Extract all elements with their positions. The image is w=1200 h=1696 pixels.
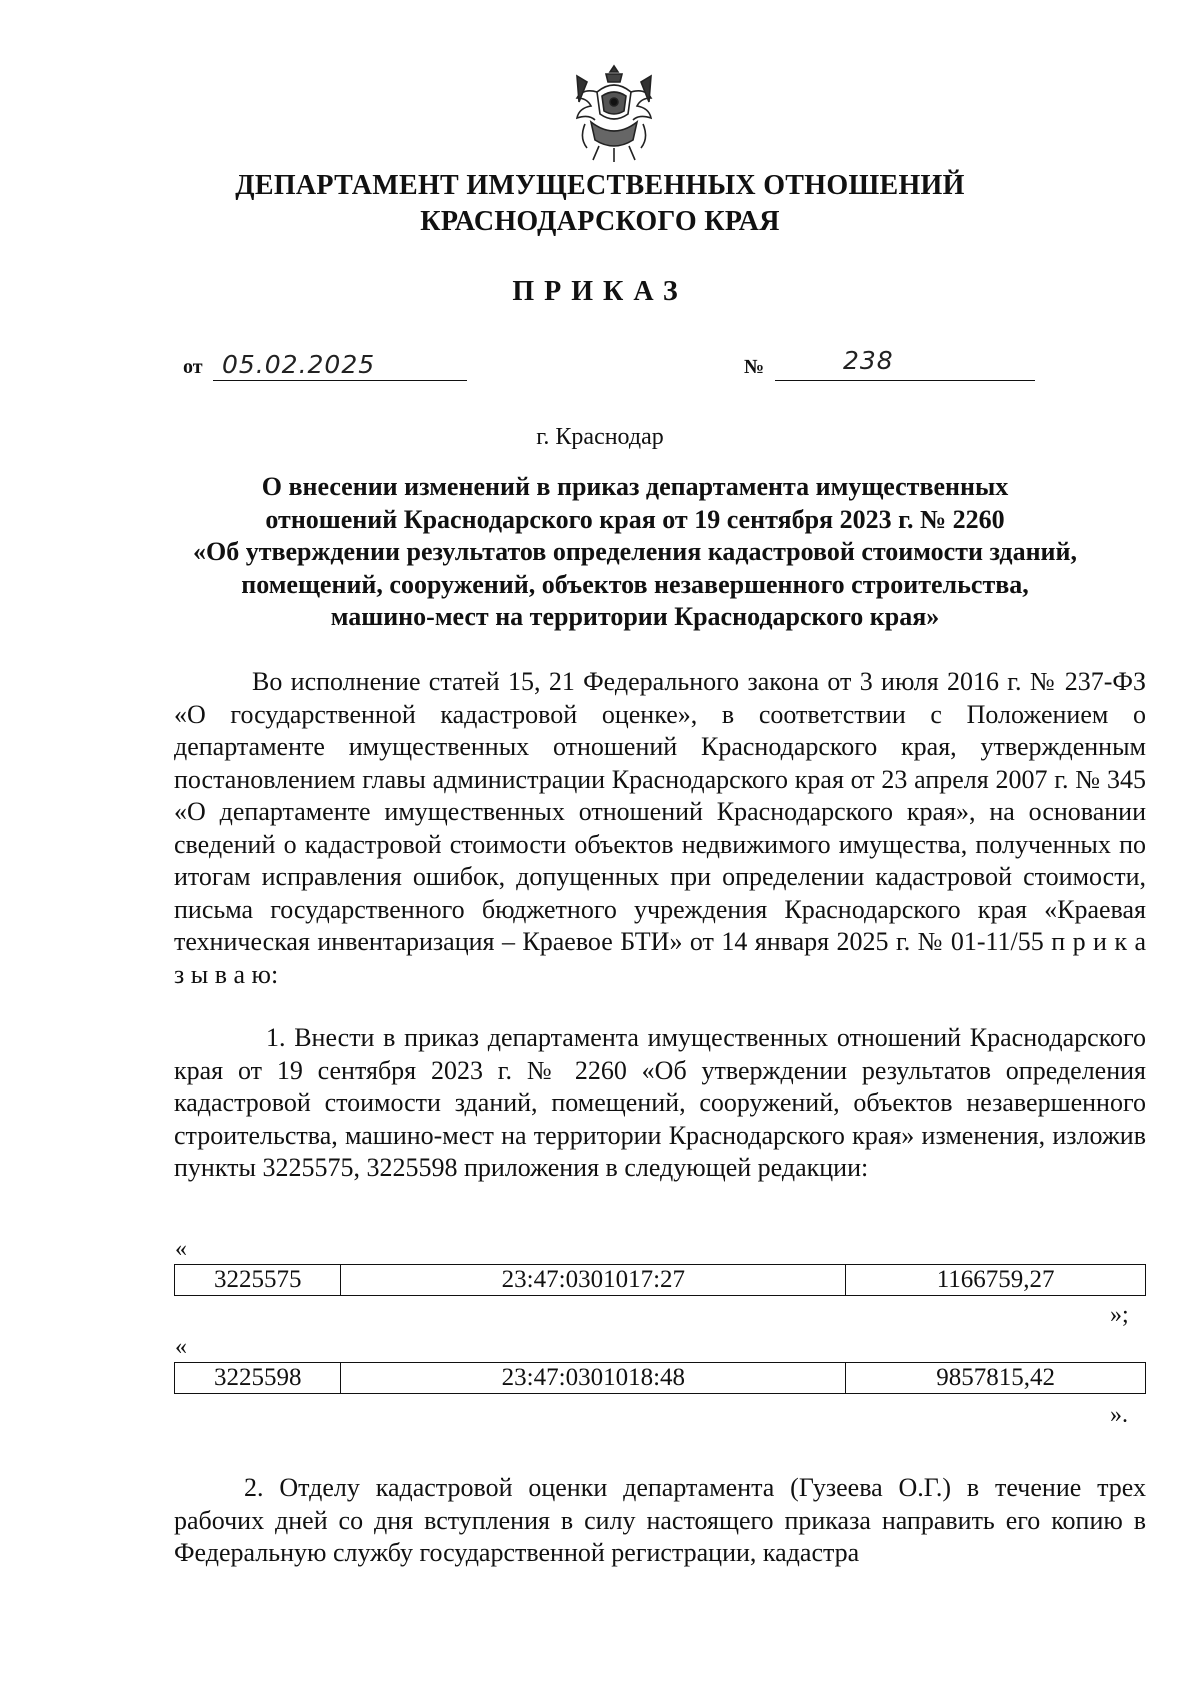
subject-line: машино-мест на территории Краснодарского края» [330, 602, 940, 631]
order-subject [150, 471, 1120, 634]
open-quote: « [175, 1334, 187, 1360]
table-row [175, 1363, 1146, 1394]
clause-2-paragraph: 2. Отделу кадастровой оценки департамента (Гузеева О.Г.) в течение трех рабочих дней со дня вступления в силу настоящего приказа направить его копию в Федеральную службу государственной регистрации, кадастра [174, 1473, 1146, 1567]
coat-of-arms-emblem [571, 62, 657, 164]
table-row [175, 1265, 1146, 1296]
subject-line: отношений Краснодарского края от 19 сентября 2023 г. № 2260 [265, 504, 1005, 534]
document-type-title: ПРИКАЗ [512, 276, 688, 307]
subject-line: О внесении изменений в приказ департамента имущественных [261, 472, 1009, 501]
amendment-table [174, 1362, 1146, 1394]
item-number-cell: 3225598 [175, 1363, 341, 1394]
clause-1-paragraph: 1. Внести в приказ департамента имущественных отношений Краснодарского края от 19 сентября 2023 г. № 2260 «Об утверждении результатов определения кадастровой стоимости зданий, помещений, сооружений, объектов незавершенного строительства, машино-мест на территории Краснодарского края» изменения, изложив пункты 3225575, 3225598 приложения в следующей редакции: [174, 1023, 1146, 1182]
close-quote: »; [1110, 1302, 1129, 1328]
subject-line: помещений, сооружений, объектов незавершенного строительства, [241, 569, 1029, 599]
cadastral-number-cell: 23:47:0301018:48 [341, 1363, 846, 1394]
close-quote: ». [1110, 1402, 1128, 1428]
amendment-table [174, 1264, 1146, 1296]
open-quote: « [175, 1236, 187, 1262]
item-number-cell: 3225575 [175, 1265, 341, 1296]
number-underline [775, 356, 1035, 381]
subject-line: «Об утверждении результатов определения кадастровой стоимости зданий, [192, 537, 1078, 566]
cadastral-value-cell: 1166759,27 [846, 1265, 1146, 1296]
department-name-line1: ДЕПАРТАМЕНТ ИМУЩЕСТВЕННЫХ ОТНОШЕНИЙ [235, 170, 965, 201]
preamble-paragraph: Во исполнение статей 15, 21 Федерального закона от 3 июля 2016 г. № 237-ФЗ «О государственной кадастровой оценке», в соответствии с Положением о департаменте имущественных отношений Краснодарского края, утвержденным постановлением главы администрации Краснодарского края от 23 апреля 2007 г. № 345 «О департаменте имущественных отношений Краснодарского края», на основании сведений о кадастровой стоимости объектов недвижимого имущества, полученных по итогам исправления ошибок, допущенных при определении кадастровой стоимости, письма государственного бюджетного учреждения Краснодарского края «Краевая техническая инвентаризация – Краевое БТИ» от 14 января 2025 г. № 01-11/55 п р и к а з ы в а ю: [174, 667, 1146, 989]
date-label: от [183, 356, 203, 378]
department-name-line2: КРАСНОДАРСКОГО КРАЯ [420, 206, 780, 237]
cadastral-value-cell: 9857815,42 [846, 1363, 1146, 1394]
handwritten-date: 05.02.2025 [222, 350, 376, 379]
city-line: г. Краснодар [536, 424, 664, 450]
cadastral-number-cell: 23:47:0301017:27 [341, 1265, 846, 1296]
number-label: № [744, 356, 765, 378]
handwritten-number: 238 [843, 346, 894, 375]
